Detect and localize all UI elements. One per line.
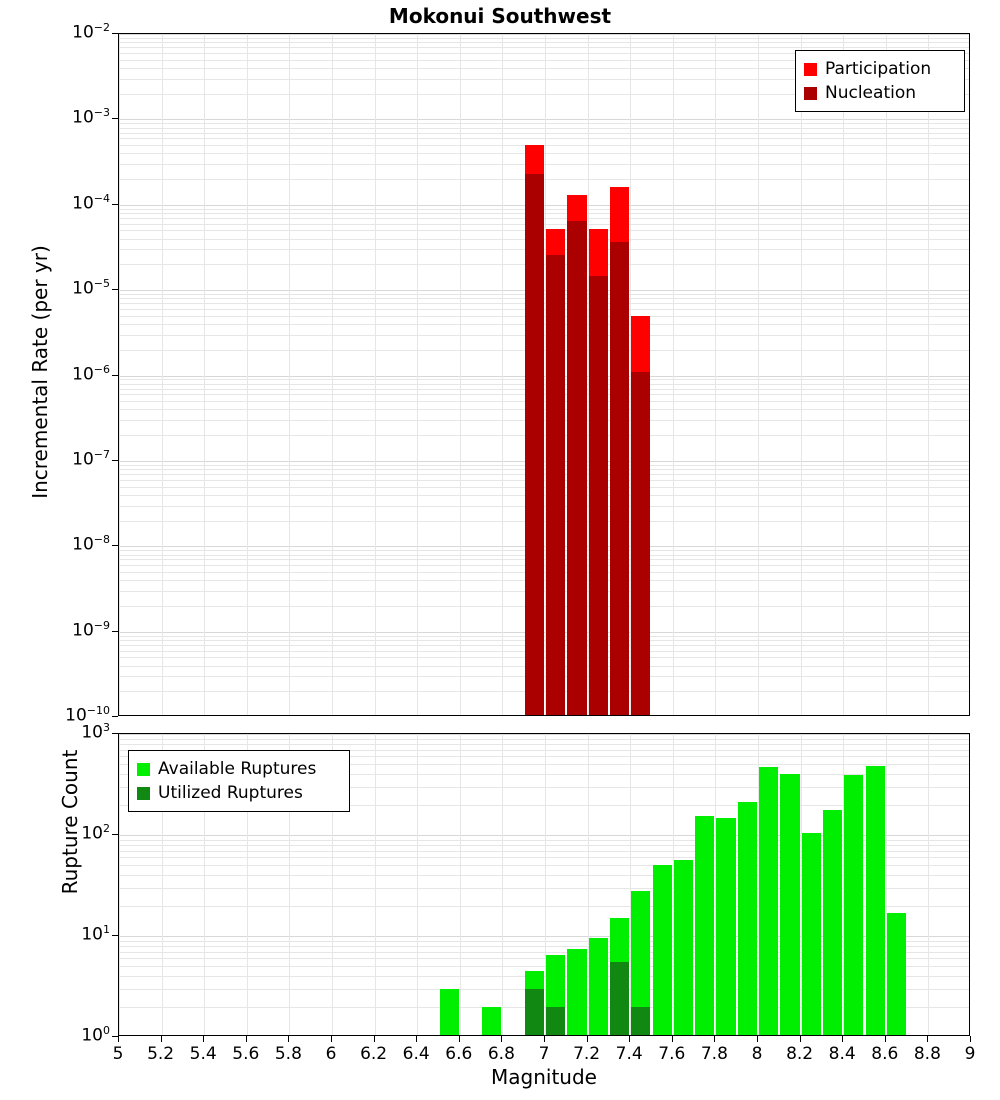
legend-entry <box>804 81 956 105</box>
x-tick-label: 8.6 <box>871 1044 899 1064</box>
x-tick-mark <box>970 1036 971 1042</box>
y-tick-mark <box>112 733 118 734</box>
legend-label: Utilized Ruptures <box>158 783 303 803</box>
x-tick-mark <box>416 1036 417 1042</box>
legend-label: Nucleation <box>825 83 917 103</box>
x-tick-mark <box>544 1036 545 1042</box>
x-tick-mark <box>246 1036 247 1042</box>
y-tick-mark <box>112 289 118 290</box>
y-tick-label: $10^3$ <box>81 721 110 743</box>
x-tick-label: 9 <box>964 1044 976 1064</box>
chart-title: Mokonui Southwest <box>388 4 612 28</box>
x-tick-label: 6 <box>325 1044 337 1064</box>
y-tick-mark <box>112 118 118 119</box>
y-tick-label: $10^{-4}$ <box>72 191 110 214</box>
bottom-y-axis-label: Rupture Count <box>58 749 82 895</box>
y-tick-label: $10^{-3}$ <box>72 106 110 129</box>
legend-swatch <box>137 763 150 776</box>
y-tick-mark <box>112 935 118 936</box>
y-tick-mark <box>112 545 118 546</box>
y-tick-label: $10^{-9}$ <box>72 618 110 641</box>
legend-incremental-rate <box>795 50 965 112</box>
x-tick-mark <box>714 1036 715 1042</box>
y-tick-label: $10^1$ <box>81 923 110 945</box>
legend-swatch <box>804 63 817 76</box>
legend-entry <box>137 757 341 781</box>
x-tick-mark <box>672 1036 673 1042</box>
x-tick-label: 5.4 <box>189 1044 217 1064</box>
x-tick-mark <box>118 1036 119 1042</box>
x-tick-label: 5.6 <box>232 1044 260 1064</box>
top-y-axis-label: Incremental Rate (per yr) <box>28 245 52 499</box>
x-tick-label: 8.8 <box>913 1044 941 1064</box>
x-tick-mark <box>842 1036 843 1042</box>
x-tick-label: 7.4 <box>615 1044 643 1064</box>
legend-swatch <box>804 87 817 100</box>
x-tick-label: 5.8 <box>274 1044 302 1064</box>
y-tick-label: $10^{-7}$ <box>72 447 110 470</box>
y-tick-mark <box>112 204 118 205</box>
x-tick-mark <box>501 1036 502 1042</box>
x-tick-mark <box>927 1036 928 1042</box>
x-tick-mark <box>331 1036 332 1042</box>
x-tick-mark <box>161 1036 162 1042</box>
x-tick-mark <box>629 1036 630 1042</box>
x-axis-label: Magnitude <box>491 1065 597 1089</box>
y-tick-label: $10^0$ <box>81 1024 110 1046</box>
x-tick-label: 6.6 <box>445 1044 473 1064</box>
x-tick-label: 8 <box>751 1044 763 1064</box>
x-tick-label: 7 <box>538 1044 550 1064</box>
x-tick-label: 8.4 <box>828 1044 856 1064</box>
y-tick-mark <box>112 460 118 461</box>
x-tick-label: 7.6 <box>658 1044 686 1064</box>
x-tick-label: 7.8 <box>700 1044 728 1064</box>
x-tick-label: 6.2 <box>360 1044 388 1064</box>
y-tick-mark <box>112 631 118 632</box>
legend-label: Available Ruptures <box>158 759 317 779</box>
y-tick-label: $10^2$ <box>81 822 110 844</box>
y-tick-label: $10^{-5}$ <box>72 277 110 299</box>
x-tick-mark <box>288 1036 289 1042</box>
legend-rupture-count <box>128 750 350 812</box>
legend-label: Participation <box>825 59 932 79</box>
x-tick-mark <box>374 1036 375 1042</box>
x-tick-label: 5 <box>112 1044 124 1064</box>
x-tick-mark <box>459 1036 460 1042</box>
x-tick-mark <box>757 1036 758 1042</box>
x-tick-label: 5.2 <box>147 1044 175 1064</box>
x-tick-label: 8.2 <box>786 1044 814 1064</box>
y-tick-mark <box>112 375 118 376</box>
legend-entry <box>804 57 956 81</box>
x-tick-label: 6.8 <box>487 1044 515 1064</box>
x-tick-mark <box>203 1036 204 1042</box>
x-tick-mark <box>800 1036 801 1042</box>
y-tick-label: $10^{-8}$ <box>72 533 110 555</box>
x-tick-mark <box>885 1036 886 1042</box>
y-tick-label: $10^{-6}$ <box>72 362 110 385</box>
y-tick-label: $10^{-2}$ <box>72 21 110 43</box>
x-tick-mark <box>587 1036 588 1042</box>
x-tick-label: 6.4 <box>402 1044 430 1064</box>
x-tick-label: 7.2 <box>573 1044 601 1064</box>
y-tick-mark <box>112 716 118 717</box>
legend-entry <box>137 781 341 805</box>
y-tick-mark <box>112 33 118 34</box>
y-tick-label: $10^{-10}$ <box>65 704 110 726</box>
legend-swatch <box>137 787 150 800</box>
y-tick-mark <box>112 834 118 835</box>
